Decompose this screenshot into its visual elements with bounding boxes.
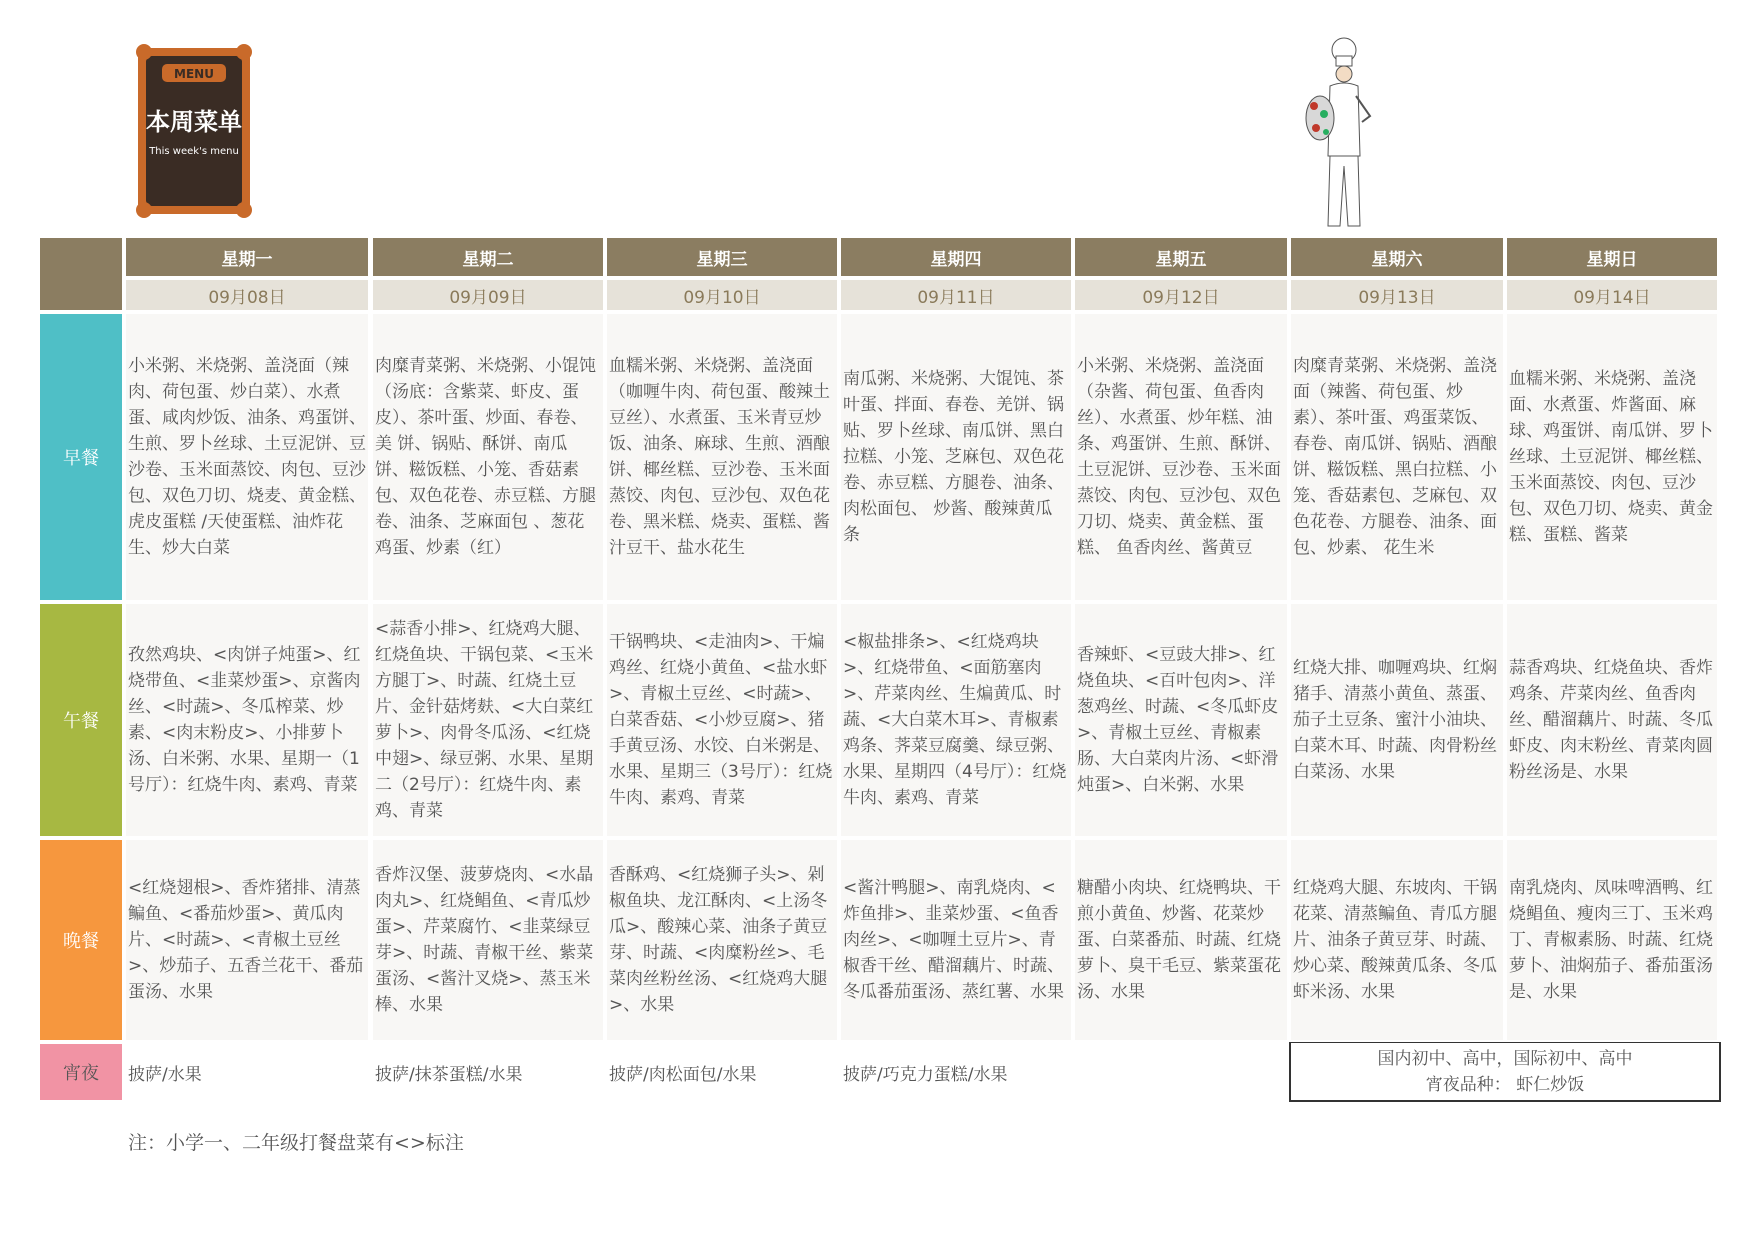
lunch-cell: 干锅鸭块、<走油肉>、干煸鸡丝、红烧小黄鱼、<盐水虾>、青椒土豆丝、<时蔬>、白菜香菇、<小炒豆腐>、猪手黄豆汤、水饺、白米粥是、水果、星期三（3号厅）：红烧牛肉、素鸡、青菜 (607, 604, 837, 836)
day-header: 星期二 (373, 238, 603, 276)
lunch-cell: <椒盐排条>、<红烧鸡块>、红烧带鱼、<面筋塞肉>、芹菜肉丝、生煸黄瓜、时蔬、<大白菜木耳>、青椒素鸡条、荠菜豆腐羹、绿豆粥、水果、星期四（4号厅）：红烧牛肉、素鸡、青菜 (841, 604, 1071, 836)
breakfast-cell: 肉糜青菜粥、米烧粥、小馄饨（汤底：含紫菜、虾皮、蛋皮）、茶叶蛋、炒面、春卷、美 饼、锅贴、酥饼、南瓜饼、糍饭糕、小笼、香菇素包、双色花卷、赤豆糕、方腿卷、油条、芝麻面包 、葱花鸡蛋、炒素（红） (373, 314, 603, 600)
weekend-supper-line1: 国内初中、高中，国际初中、高中 (1377, 1048, 1633, 1069)
dinner-cell: 香炸汉堡、菠萝烧肉、<水晶肉丸>、红烧鲳鱼、<青瓜炒蛋>、芹菜腐竹、<韭菜绿豆芽>、时蔬、青椒干丝、紫菜蛋汤、<酱汁叉烧>、蒸玉米棒、水果 (373, 840, 603, 1040)
dinner-cell: 香酥鸡、<红烧狮子头>、剁椒鱼块、龙江酥肉、<上汤冬瓜>、酸辣心菜、油条子黄豆芽、时蔬、<肉糜粉丝>、毛菜肉丝粉丝汤、<红烧鸡大腿>、水果 (607, 840, 837, 1040)
lunch-cell: 红烧大排、咖喱鸡块、红焖猪手、清蒸小黄鱼、蒸蛋、茄子土豆条、蜜汁小油块、白菜木耳、时蔬、肉骨粉丝白菜汤、水果 (1291, 604, 1503, 836)
meal-label-breakfast: 早餐 (40, 314, 122, 600)
supper-cell (1075, 1044, 1287, 1100)
date-header: 09月09日 (373, 280, 603, 310)
dinner-cell: 糖醋小肉块、红烧鸭块、干煎小黄鱼、炒酱、花菜炒蛋、白菜番茄、时蔬、红烧萝卜、臭干毛豆、紫菜蛋花汤、水果 (1075, 840, 1287, 1040)
dinner-cell: <红烧翅根>、香炸猪排、清蒸鳊鱼、<番茄炒蛋>、黄瓜肉片、<时蔬>、<青椒土豆丝>、炒茄子、五香兰花干、番茄蛋汤、水果 (126, 840, 368, 1040)
day-header: 星期四 (841, 238, 1071, 276)
date-header: 09月13日 (1291, 280, 1503, 310)
meal-label-dinner: 晚餐 (40, 840, 122, 1040)
footnote: 注：小学一、二年级打餐盘菜有<>标注 (128, 1132, 464, 1154)
weekend-supper-line2: 宵夜品种： 虾仁炒饭 (1425, 1074, 1585, 1095)
breakfast-cell: 南瓜粥、米烧粥、大馄饨、茶叶蛋、拌面、春卷、羌饼、锅贴、罗卜丝球、南瓜饼、黑白拉糕、小笼、芝麻包、双色花卷、赤豆糕、方腿卷、油条、肉松面包、 炒酱、酸辣黄瓜条 (841, 314, 1071, 600)
day-header: 星期一 (126, 238, 368, 276)
breakfast-cell: 肉糜青菜粥、米烧粥、盖浇面（辣酱、荷包蛋、炒素）、茶叶蛋、鸡蛋菜饭、春卷、南瓜饼、锅贴、酒酿饼、糍饭糕、黑白拉糕、小笼、香菇素包、芝麻包、双色花卷、方腿卷、油条、面包、炒素、 花生米 (1291, 314, 1503, 600)
dinner-cell: 红烧鸡大腿、东坡肉、干锅花菜、清蒸鳊鱼、青瓜方腿片、油条子黄豆芽、时蔬、炒心菜、酸辣黄瓜条、冬瓜虾米汤、水果 (1291, 840, 1503, 1040)
lunch-cell: 孜然鸡块、<肉饼子炖蛋>、红烧带鱼、<韭菜炒蛋>、京酱肉丝、<时蔬>、冬瓜榨菜、炒素、<肉末粉皮>、小排萝卜汤、白米粥、水果、星期一（1号厅）：红烧牛肉、素鸡、青菜 (126, 604, 368, 836)
dinner-cell: 南乳烧肉、凤味啤酒鸭、红烧鲳鱼、瘦肉三丁、玉米鸡丁、青椒素肠、时蔬、红烧萝卜、油焖茄子、番茄蛋汤是、水果 (1507, 840, 1717, 1040)
lunch-cell: 香辣虾、<豆豉大排>、红烧鱼块、<百叶包肉>、洋葱鸡丝、时蔬、<冬瓜虾皮>、青椒土豆丝、青椒素肠、大白菜肉片汤、<虾滑炖蛋>、白米粥、水果 (1075, 604, 1287, 836)
lunch-cell: <蒜香小排>、红烧鸡大腿、红烧鱼块、干锅包菜、<玉米方腿丁>、时蔬、红烧土豆片、金针菇烤麸、<大白菜红萝卜>、肉骨冬瓜汤、<红烧中翅>、绿豆粥、水果、星期二（2号厅）：红烧牛肉、素鸡、青菜 (373, 604, 603, 836)
table-corner (40, 238, 122, 310)
dinner-cell: <酱汁鸭腿>、南乳烧肉、<炸鱼排>、韭菜炒蛋、<鱼香肉丝>、<咖喱土豆片>、青椒香干丝、醋溜藕片、时蔬、冬瓜番茄蛋汤、蒸红薯、水果 (841, 840, 1071, 1040)
breakfast-cell: 小米粥、米烧粥、盖浇面（辣肉、荷包蛋、炒白菜）、水煮蛋、咸肉炒饭、油条、鸡蛋饼、生煎、罗卜丝球、土豆泥饼、豆沙卷、玉米面蒸饺、肉包、豆沙包、双色刀切、烧麦、黄金糕、虎皮蛋糕 /天使蛋糕、油炸花生、炒大白菜 (126, 314, 368, 600)
date-header: 09月14日 (1507, 280, 1717, 310)
meal-label-lunch: 午餐 (40, 604, 122, 836)
menu-logo (134, 38, 254, 220)
meal-label-supper: 宵夜 (40, 1044, 122, 1100)
breakfast-cell: 血糯米粥、米烧粥、盖浇面（咖喱牛肉、荷包蛋、酸辣土豆丝）、水煮蛋、玉米青豆炒饭、油条、麻球、生煎、酒酿饼、椰丝糕、豆沙卷、玉米面蒸饺、肉包、豆沙包、双色花卷、黑米糕、烧卖、蛋糕、酱汁豆干、盐水花生 (607, 314, 837, 600)
logo-title: 本周菜单 (146, 108, 242, 136)
date-header: 09月08日 (126, 280, 368, 310)
supper-cell: 披萨/抹茶蛋糕/水果 (373, 1044, 603, 1100)
day-header: 星期日 (1507, 238, 1717, 276)
day-header: 星期五 (1075, 238, 1287, 276)
date-header: 09月10日 (607, 280, 837, 310)
supper-cell: 披萨/巧克力蛋糕/水果 (841, 1044, 1071, 1100)
weekend-supper-box (1289, 1042, 1721, 1102)
logo-badge: MENU (174, 67, 214, 81)
logo-subtitle: This week's menu (149, 146, 239, 157)
breakfast-cell: 血糯米粥、米烧粥、盖浇面、水煮蛋、炸酱面、麻球、鸡蛋饼、南瓜饼、罗卜丝球、土豆泥饼、椰丝糕、玉米面蒸饺、肉包、豆沙包、双色刀切、烧卖、黄金糕、蛋糕、酱菜 (1507, 314, 1717, 600)
breakfast-cell: 小米粥、米烧粥、盖浇面（杂酱、荷包蛋、鱼香肉丝）、水煮蛋、炒年糕、油条、鸡蛋饼、生煎、酥饼、土豆泥饼、豆沙卷、玉米面蒸饺、肉包、豆沙包、双色刀切、烧卖、黄金糕、蛋糕、 鱼香肉丝、酱黄豆 (1075, 314, 1287, 600)
date-header: 09月11日 (841, 280, 1071, 310)
day-header: 星期三 (607, 238, 837, 276)
lunch-cell: 蒜香鸡块、红烧鱼块、香炸鸡条、芹菜肉丝、鱼香肉丝、醋溜藕片、时蔬、冬瓜虾皮、肉末粉丝、青菜肉圆粉丝汤是、水果 (1507, 604, 1717, 836)
chef-illustration (1300, 36, 1380, 236)
supper-cell: 披萨/水果 (126, 1044, 368, 1100)
date-header: 09月12日 (1075, 280, 1287, 310)
supper-cell: 披萨/肉松面包/水果 (607, 1044, 837, 1100)
day-header: 星期六 (1291, 238, 1503, 276)
